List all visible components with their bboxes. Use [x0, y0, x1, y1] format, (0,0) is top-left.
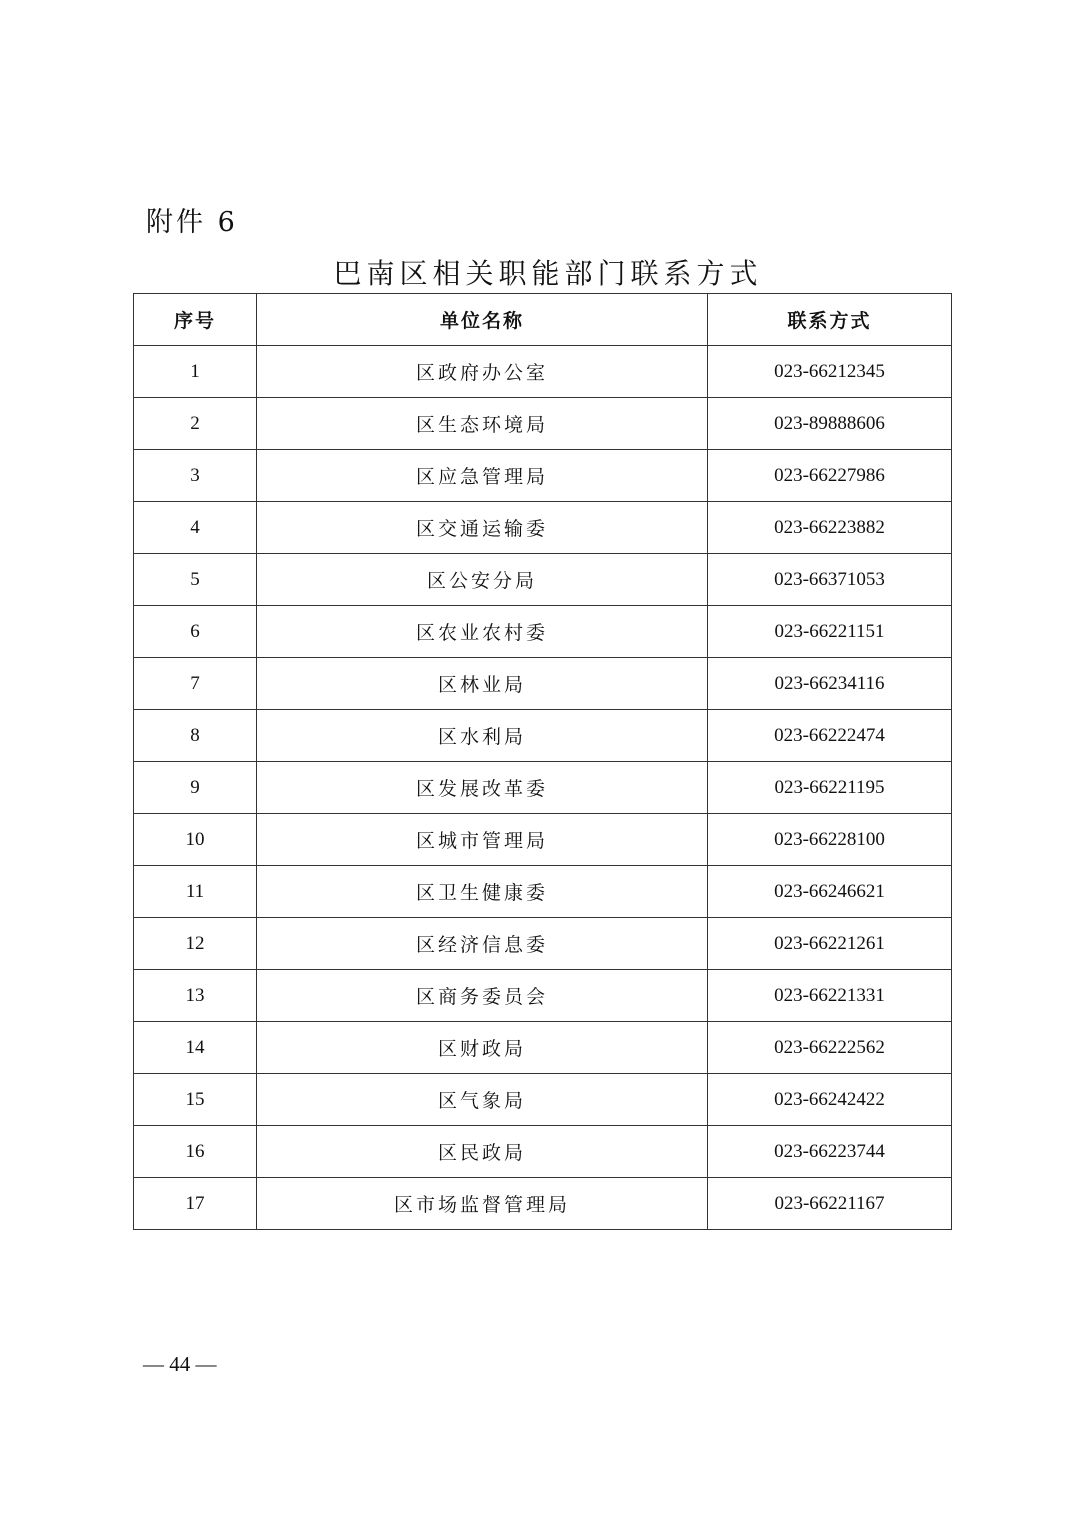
row-phone: 023-66222562	[708, 1022, 952, 1074]
row-index: 9	[134, 762, 257, 814]
row-unit-name: 区交通运输委	[257, 502, 708, 554]
row-index: 11	[134, 866, 257, 918]
table-row	[134, 918, 952, 970]
table-row	[134, 1022, 952, 1074]
row-index: 16	[134, 1126, 257, 1178]
row-phone: 023-66221151	[708, 606, 952, 658]
row-unit-name: 区应急管理局	[257, 450, 708, 502]
row-phone: 023-66228100	[708, 814, 952, 866]
page-number: — 44 —	[143, 1352, 217, 1376]
row-unit-name: 区林业局	[257, 658, 708, 710]
row-phone: 023-66221261	[708, 918, 952, 970]
table-row	[134, 814, 952, 866]
table-row	[134, 866, 952, 918]
row-unit-name: 区公安分局	[257, 554, 708, 606]
table-row	[134, 1178, 952, 1230]
table-row	[134, 398, 952, 450]
row-unit-name: 区水利局	[257, 710, 708, 762]
row-index: 5	[134, 554, 257, 606]
row-index: 8	[134, 710, 257, 762]
table-row	[134, 606, 952, 658]
header-unit-name: 单位名称	[257, 294, 708, 346]
table-row	[134, 970, 952, 1022]
table-row	[134, 450, 952, 502]
row-phone: 023-66221331	[708, 970, 952, 1022]
row-index: 3	[134, 450, 257, 502]
row-phone: 023-66227986	[708, 450, 952, 502]
row-phone: 023-66246621	[708, 866, 952, 918]
table-body	[134, 346, 952, 1230]
row-unit-name: 区政府办公室	[257, 346, 708, 398]
row-phone: 023-66222474	[708, 710, 952, 762]
row-index: 2	[134, 398, 257, 450]
table-header-row	[134, 294, 952, 346]
row-phone: 023-66212345	[708, 346, 952, 398]
row-unit-name: 区卫生健康委	[257, 866, 708, 918]
row-index: 12	[134, 918, 257, 970]
row-index: 17	[134, 1178, 257, 1230]
row-phone: 023-66223882	[708, 502, 952, 554]
contacts-table	[133, 293, 952, 1230]
row-unit-name: 区气象局	[257, 1074, 708, 1126]
row-index: 14	[134, 1022, 257, 1074]
table-row	[134, 502, 952, 554]
row-index: 7	[134, 658, 257, 710]
row-unit-name: 区商务委员会	[257, 970, 708, 1022]
document-title: 巴南区相关职能部门联系方式	[333, 257, 763, 290]
row-phone: 023-66242422	[708, 1074, 952, 1126]
row-phone: 023-66221195	[708, 762, 952, 814]
row-index: 15	[134, 1074, 257, 1126]
table-row	[134, 554, 952, 606]
attachment-label: 附件 6	[146, 207, 238, 238]
row-phone: 023-89888606	[708, 398, 952, 450]
row-index: 6	[134, 606, 257, 658]
row-index: 4	[134, 502, 257, 554]
row-unit-name: 区财政局	[257, 1022, 708, 1074]
row-unit-name: 区农业农村委	[257, 606, 708, 658]
row-phone: 023-66234116	[708, 658, 952, 710]
table-row	[134, 346, 952, 398]
header-index: 序号	[134, 294, 257, 346]
row-index: 10	[134, 814, 257, 866]
row-unit-name: 区城市管理局	[257, 814, 708, 866]
table-row	[134, 710, 952, 762]
row-unit-name: 区民政局	[257, 1126, 708, 1178]
row-unit-name: 区市场监督管理局	[257, 1178, 708, 1230]
table-row	[134, 762, 952, 814]
table-row	[134, 1074, 952, 1126]
table-row	[134, 1126, 952, 1178]
row-unit-name: 区发展改革委	[257, 762, 708, 814]
row-phone: 023-66371053	[708, 554, 952, 606]
table-row	[134, 658, 952, 710]
row-phone: 023-66223744	[708, 1126, 952, 1178]
row-index: 1	[134, 346, 257, 398]
row-unit-name: 区生态环境局	[257, 398, 708, 450]
row-phone: 023-66221167	[708, 1178, 952, 1230]
header-contact: 联系方式	[708, 294, 952, 346]
row-unit-name: 区经济信息委	[257, 918, 708, 970]
row-index: 13	[134, 970, 257, 1022]
